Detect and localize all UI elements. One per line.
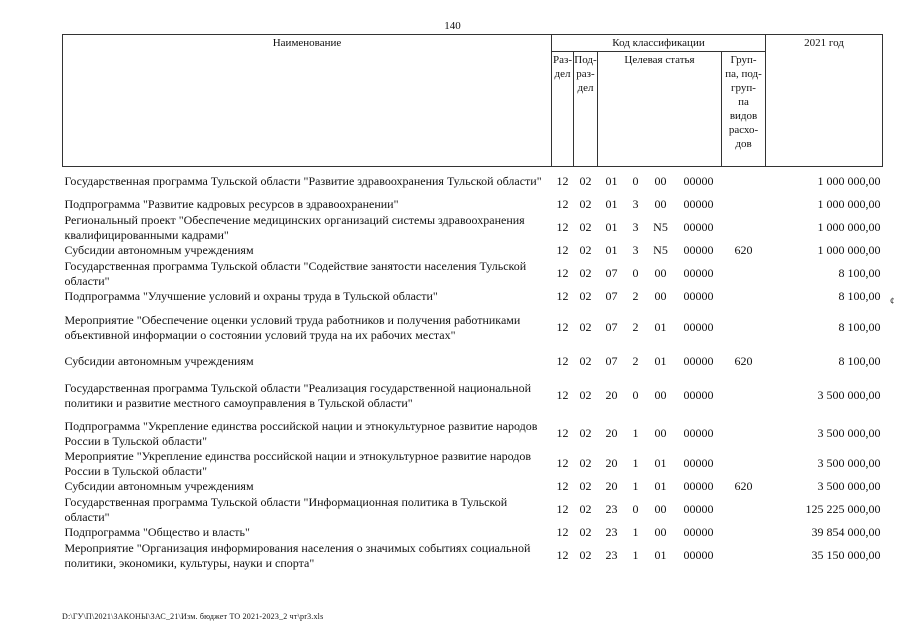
- row-target-subprogram: 3: [632, 243, 639, 257]
- row-target-direction: 00000: [683, 354, 714, 368]
- margin-mark: ¢: [890, 296, 895, 306]
- row-razdel: 12: [556, 426, 569, 440]
- row-target-program: 01: [605, 243, 618, 257]
- row-target-main: 00: [654, 174, 667, 189]
- row-target-subprogram: 2: [632, 354, 639, 368]
- row-group: [722, 373, 766, 419]
- table-row: [63, 305, 883, 351]
- row-target-main: 01: [654, 456, 667, 470]
- row-target-program: 07: [605, 266, 618, 280]
- row-target-direction: 00000: [683, 525, 714, 539]
- row-target-program: 01: [605, 197, 618, 211]
- row-name: Субсидии автономным учреждениям: [64, 243, 254, 257]
- row-razdel: 12: [556, 354, 569, 368]
- row-target-subprogram: 2: [632, 320, 639, 334]
- row-group: 620: [734, 354, 753, 368]
- row-target-subprogram: 1: [632, 525, 639, 539]
- row-name: Мероприятие "Укрепление единства российской нации и этнокультурное развитие народов России в Тульской области": [64, 448, 532, 478]
- row-target-main: 00: [654, 266, 667, 280]
- row-target-direction: 00000: [683, 426, 714, 440]
- row-razdel: 12: [556, 525, 569, 539]
- row-target-main: 00: [654, 525, 667, 539]
- row-group: 620: [734, 243, 753, 257]
- row-target-program: 01: [605, 174, 618, 189]
- row-razdel: 12: [556, 174, 569, 189]
- row-target-program: 07: [605, 320, 618, 334]
- row-name: Мероприятие "Организация информирования населения о значимых событиях социальной политики, экономики, культуры, науки и спорта": [64, 540, 531, 570]
- table-row: [63, 167, 883, 197]
- row-amount: 1 000 000,00: [817, 220, 881, 234]
- row-amount: 3 500 000,00: [817, 388, 881, 402]
- row-target-direction: 00000: [683, 548, 714, 562]
- row-podrazdel: 02: [579, 548, 592, 562]
- row-amount: 8 100,00: [838, 266, 881, 280]
- footer-file-path: D:\ГУ\П\2021\ЗАКОНЫ\ЗАС_21\Изм. бюджет ТО 2021-2023_2 чт\pr3.xls: [62, 612, 324, 621]
- row-target-main: 01: [654, 354, 667, 368]
- row-podrazdel: 02: [579, 354, 592, 368]
- row-podrazdel: 02: [579, 502, 592, 516]
- row-group: [722, 449, 766, 479]
- row-group: [722, 197, 766, 213]
- row-amount: 8 100,00: [838, 354, 881, 368]
- row-podrazdel: 02: [579, 525, 592, 539]
- table-row: [63, 373, 883, 419]
- table-row: [63, 243, 883, 259]
- table-row: [63, 259, 883, 289]
- row-group: [722, 289, 766, 305]
- row-target-direction: 00000: [683, 197, 714, 211]
- row-target-direction: 00000: [683, 289, 714, 303]
- table-row: [63, 213, 883, 243]
- row-amount: 3 500 000,00: [817, 479, 881, 493]
- header-name: Наименование: [63, 35, 552, 167]
- row-podrazdel: 02: [579, 479, 592, 493]
- row-amount: 35 150 000,00: [811, 548, 881, 562]
- row-podrazdel: 02: [579, 220, 592, 234]
- table-row: [63, 479, 883, 495]
- row-target-main: 01: [654, 479, 667, 493]
- row-group: 620: [734, 479, 753, 493]
- row-target-main: 00: [654, 502, 667, 516]
- row-razdel: 12: [556, 220, 569, 234]
- table-row: [63, 449, 883, 479]
- row-razdel: 12: [556, 548, 569, 562]
- row-name: Подпрограмма "Развитие кадровых ресурсов в здравоохранении": [64, 197, 399, 211]
- row-target-main: N5: [653, 243, 668, 257]
- row-target-program: 07: [605, 289, 618, 303]
- row-target-direction: 00000: [683, 456, 714, 470]
- table-row: [63, 289, 883, 305]
- row-target-program: 23: [605, 525, 618, 539]
- row-name: Субсидии автономным учреждениям: [64, 479, 254, 493]
- row-target-subprogram: 1: [632, 426, 639, 440]
- row-target-subprogram: 3: [632, 197, 639, 211]
- row-target-subprogram: 0: [632, 502, 639, 516]
- row-name: Государственная программа Тульской области "Реализация государственной национальной политики и развитие местного самоуправления в Тульской области": [64, 380, 531, 410]
- table-row: [63, 419, 883, 449]
- row-target-direction: 00000: [683, 220, 714, 234]
- row-target-direction: 00000: [683, 388, 714, 402]
- header-year: 2021 год: [766, 35, 883, 167]
- row-razdel: 12: [556, 456, 569, 470]
- row-name: Мероприятие "Обеспечение оценки условий труда работников и получения работниками объективной информации о состоянии условий труда на их рабочих местах": [64, 312, 521, 342]
- row-group: [722, 495, 766, 525]
- header-group: Груп- па, под- груп- па видов расхо- дов: [722, 52, 766, 167]
- row-name: Государственная программа Тульской области "Развитие здравоохранения Тульской области": [64, 174, 542, 189]
- row-name: Государственная программа Тульской области "Информационная политика в Тульской области": [64, 494, 508, 524]
- row-razdel: 12: [556, 243, 569, 257]
- row-target-program: 23: [605, 502, 618, 516]
- row-target-program: 20: [605, 479, 618, 493]
- row-target-direction: 00000: [683, 266, 714, 280]
- row-target-main: 01: [654, 320, 667, 334]
- row-group: [722, 419, 766, 449]
- row-name: Субсидии автономным учреждениям: [64, 354, 254, 368]
- row-group: [722, 541, 766, 571]
- row-podrazdel: 02: [579, 426, 592, 440]
- row-target-subprogram: 0: [632, 174, 639, 189]
- row-podrazdel: 02: [579, 266, 592, 280]
- row-razdel: 12: [556, 388, 569, 402]
- row-target-direction: 00000: [683, 243, 714, 257]
- table-row: [63, 351, 883, 373]
- row-group: [722, 213, 766, 243]
- row-podrazdel: 02: [579, 388, 592, 402]
- row-name: Подпрограмма "Общество и власть": [64, 525, 250, 539]
- row-target-main: 00: [654, 197, 667, 211]
- row-amount: 3 500 000,00: [817, 456, 881, 470]
- row-target-program: 20: [605, 388, 618, 402]
- row-target-subprogram: 3: [632, 220, 639, 234]
- row-group: [722, 167, 766, 197]
- row-target-subprogram: 1: [632, 479, 639, 493]
- row-amount: 1 000 000,00: [817, 243, 881, 257]
- row-target-subprogram: 1: [632, 548, 639, 562]
- row-target-program: 20: [605, 426, 618, 440]
- row-razdel: 12: [556, 479, 569, 493]
- row-name: Государственная программа Тульской области "Содействие занятости населения Тульской области": [64, 258, 527, 288]
- row-target-subprogram: 2: [632, 289, 639, 303]
- row-target-direction: 00000: [683, 320, 714, 334]
- row-amount: 39 854 000,00: [811, 525, 881, 539]
- row-group: [722, 305, 766, 351]
- row-target-program: 20: [605, 456, 618, 470]
- row-amount: 8 100,00: [838, 289, 881, 303]
- row-target-subprogram: 1: [632, 456, 639, 470]
- row-target-direction: 00000: [683, 479, 714, 493]
- budget-table: [62, 34, 883, 571]
- row-name: Региональный проект "Обеспечение медицинских организаций системы здравоохранения квалифицированными кадрами": [64, 212, 525, 242]
- row-razdel: 12: [556, 502, 569, 516]
- row-razdel: 12: [556, 320, 569, 334]
- table-row: [63, 197, 883, 213]
- page-number: 140: [444, 20, 461, 32]
- header-podrazdel: Под- раз- дел: [574, 52, 598, 167]
- row-target-direction: 00000: [683, 502, 714, 516]
- header-razdel: Раз- дел: [552, 52, 574, 167]
- row-target-main: 00: [654, 388, 667, 402]
- row-group: [722, 259, 766, 289]
- row-target-subprogram: 0: [632, 266, 639, 280]
- row-podrazdel: 02: [579, 289, 592, 303]
- table-row: [63, 541, 883, 571]
- row-amount: 8 100,00: [838, 320, 881, 334]
- table-row: [63, 495, 883, 525]
- row-razdel: 12: [556, 197, 569, 211]
- row-target-main: 01: [654, 548, 667, 562]
- row-target-subprogram: 0: [632, 388, 639, 402]
- row-target-main: N5: [653, 220, 668, 234]
- row-amount: 1 000 000,00: [817, 174, 881, 189]
- row-podrazdel: 02: [579, 243, 592, 257]
- row-target-program: 23: [605, 548, 618, 562]
- row-amount: 125 225 000,00: [805, 502, 881, 516]
- table-row: [63, 525, 883, 541]
- row-razdel: 12: [556, 266, 569, 280]
- row-target-program: 07: [605, 354, 618, 368]
- header-target: Целевая статья: [598, 52, 722, 167]
- row-podrazdel: 02: [579, 456, 592, 470]
- row-target-main: 00: [654, 289, 667, 303]
- row-razdel: 12: [556, 289, 569, 303]
- row-amount: 1 000 000,00: [817, 197, 881, 211]
- row-target-program: 01: [605, 220, 618, 234]
- header-code-group: Код классификации: [552, 35, 766, 52]
- row-target-main: 00: [654, 426, 667, 440]
- row-podrazdel: 02: [579, 197, 592, 211]
- row-name: Подпрограмма "Укрепление единства российской нации и этнокультурное развитие народов России в Тульской области": [64, 418, 538, 448]
- row-name: Подпрограмма "Улучшение условий и охраны труда в Тульской области": [64, 289, 438, 303]
- row-amount: 3 500 000,00: [817, 426, 881, 440]
- row-target-direction: 00000: [683, 174, 714, 189]
- row-group: [722, 525, 766, 541]
- row-podrazdel: 02: [579, 320, 592, 334]
- row-podrazdel: 02: [579, 174, 592, 189]
